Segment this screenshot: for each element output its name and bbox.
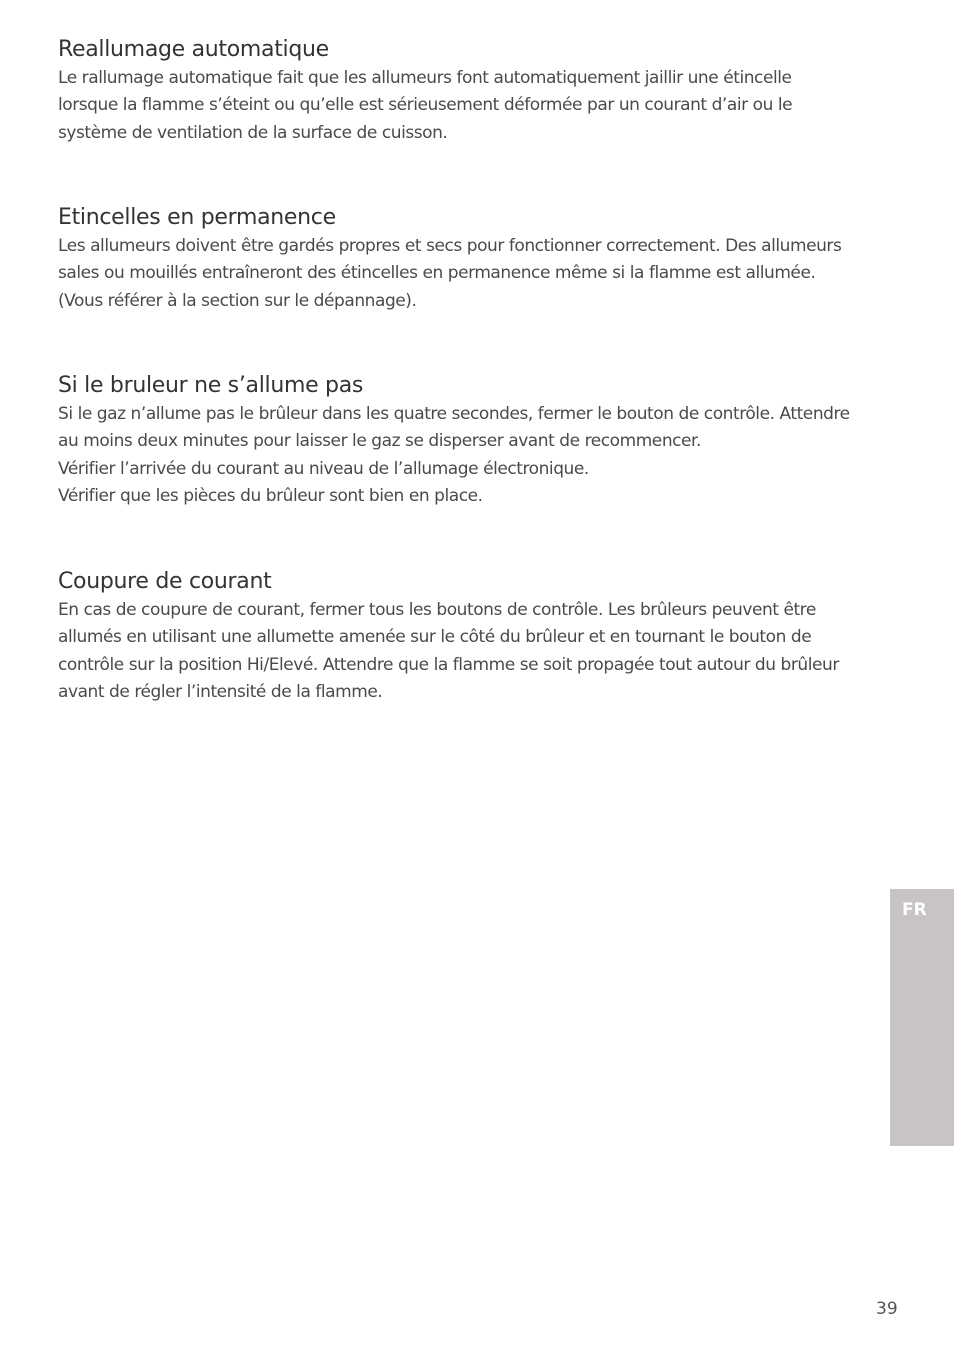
- section-etincelles-en-permanence: [58, 203, 888, 315]
- language-tab-label: FR: [902, 900, 927, 920]
- body-line: allumés en utilisant une allumette amenée sur le côté du brûleur et en tournant le bouton de: [58, 627, 812, 648]
- section-body: [58, 597, 888, 707]
- body-line: sales ou mouillés entraîneront des étincelles en permanence même si la flamme est allumée.: [58, 263, 816, 284]
- body-line: Vérifier que les pièces du brûleur sont bien en place.: [58, 486, 483, 507]
- section-heading: Etincelles en permanence: [58, 205, 336, 230]
- body-line: Si le gaz n’allume pas le brûleur dans les quatre secondes, fermer le bouton de contrôle. Attendre: [58, 404, 850, 424]
- section-body: [58, 65, 888, 147]
- section-body: [58, 401, 888, 511]
- body-line: Les allumeurs doivent être gardés propres et secs pour fonctionner correctement. Des allumeurs: [58, 236, 842, 256]
- section-heading: Si le bruleur ne s’allume pas: [58, 373, 364, 398]
- body-line: En cas de coupure de courant, fermer tous les boutons de contrôle. Les brûleurs peuvent être: [58, 600, 816, 620]
- body-line: Vérifier l’arrivée du courant au niveau de l’allumage électronique.: [58, 458, 589, 479]
- language-tab: [890, 889, 954, 1146]
- body-line: lorsque la flamme s’éteint ou qu’elle est sérieusement déformée par un courant d’air ou le: [58, 95, 793, 116]
- body-line: Le rallumage automatique fait que les allumeurs font automatiquement jaillir une étincelle: [58, 68, 792, 88]
- body-line: système de ventilation de la surface de cuisson.: [58, 122, 448, 143]
- section-coupure-de-courant: [58, 567, 888, 707]
- body-line: contrôle sur la position Hi/Elevé. Attendre que la flamme se soit propagée tout autour du brûleur: [58, 654, 839, 675]
- section-heading: Coupure de courant: [58, 569, 272, 594]
- section-body: [58, 233, 888, 315]
- body-line: au moins deux minutes pour laisser le gaz se disperser avant de recommencer.: [58, 431, 701, 452]
- page-number: 39: [876, 1299, 898, 1319]
- section-heading: Reallumage automatique: [58, 37, 329, 62]
- section-si-le-bruleur-ne-sallume-pas: [58, 371, 888, 511]
- body-line: avant de régler l’intensité de la flamme.: [58, 682, 383, 703]
- section-reallumage-automatique: [58, 35, 888, 147]
- body-line: (Vous référer à la section sur le dépannage).: [58, 290, 417, 311]
